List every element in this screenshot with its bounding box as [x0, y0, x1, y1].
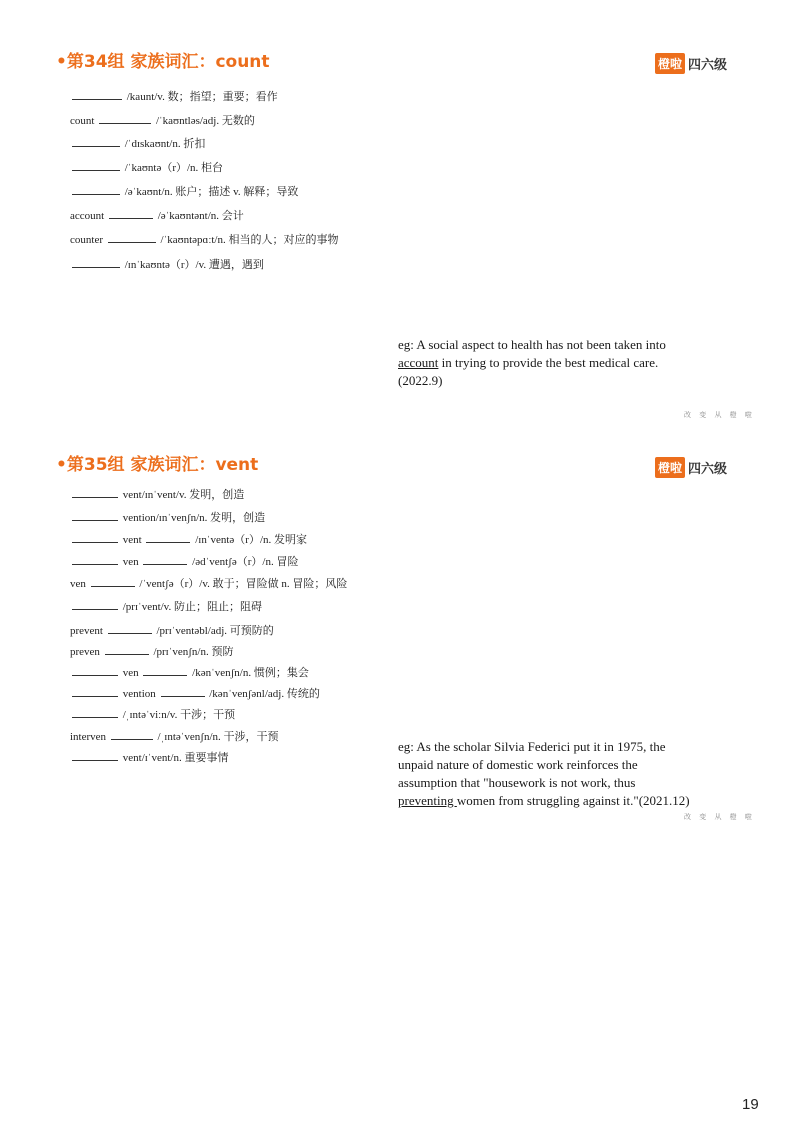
section-title: •第34组 家族词汇：count [56, 52, 270, 72]
answer-blank [72, 136, 120, 147]
example-line [398, 792, 690, 810]
example-keyword: preventing [398, 793, 457, 808]
answer-blank [143, 665, 187, 676]
vocab-row [70, 135, 205, 151]
answer-blank [72, 707, 118, 718]
answer-blank [109, 208, 153, 219]
answer-blank [72, 257, 120, 268]
vocab-gloss: /ɪnˈventə（r）/n. 发明家 [195, 534, 308, 546]
example-sentence [398, 738, 690, 810]
vocab-gloss: vention/ɪnˈvenʃn/n. 发明，创造 [122, 512, 266, 524]
vocab-mid: ven [122, 667, 139, 679]
vocab-gloss: /ˈkaʊntə（r）/n. 柜台 [124, 162, 224, 174]
vocab-row [70, 159, 223, 175]
vocab-gloss: /əˈkaʊnt/n. 账户；描述 v. 解释；导致 [124, 186, 299, 198]
example-line: assumption that "housework is not work, thus [398, 775, 636, 790]
footer-slogan: 改 变 从 橙 啦 [684, 411, 755, 419]
answer-blank [146, 532, 190, 543]
answer-blank [72, 686, 118, 697]
vocab-row [70, 231, 338, 247]
vocab-row [70, 486, 244, 502]
footer-slogan: 改 变 从 橙 啦 [684, 813, 755, 821]
vocab-row [70, 553, 298, 569]
vocab-gloss: /ədˈventʃə（r）/n. 冒险 [192, 556, 299, 568]
vocab-row [70, 112, 255, 128]
answer-blank [91, 576, 135, 587]
vocab-row [70, 706, 235, 722]
vocab-row [70, 88, 278, 104]
example-source: (2022.9) [398, 373, 443, 388]
section-title: •第35组 家族词汇：vent [56, 455, 259, 475]
vocab-gloss: /prɪˈvenʃn/n. 预防 [153, 646, 234, 658]
vocab-mid: ven [122, 556, 139, 568]
vocab-row [70, 643, 233, 659]
vocab-gloss: /kaunt/v. 数；指望；重要；看作 [126, 91, 278, 103]
example-line: eg: A social aspect to health has not been taken into [398, 337, 666, 352]
example-line: eg: As the scholar Silvia Federici put it in 1975, the [398, 739, 666, 754]
answer-blank [72, 487, 118, 498]
vocab-row [70, 598, 262, 614]
answer-blank [111, 729, 153, 740]
answer-blank [72, 510, 118, 521]
example-text: women from struggling against it."(2021.12) [456, 793, 690, 808]
vocab-gloss: /ˌɪntəˈviːn/v. 干涉；干预 [122, 709, 236, 721]
answer-blank [72, 554, 118, 565]
vocab-prefix: counter [70, 234, 103, 246]
vocab-gloss: /əˈkaʊntənt/n. 会计 [157, 210, 244, 222]
vocab-gloss: /ˈventʃə（r）/v. 敢于；冒险做 n. 冒险；风险 [139, 578, 348, 590]
answer-blank [108, 232, 156, 243]
vocab-prefix: count [70, 115, 95, 127]
vocab-row [70, 622, 274, 638]
vocab-gloss: /ˈdɪskaʊnt/n. 折扣 [124, 138, 206, 150]
vocab-gloss: /ˈkaʊntləs/adj. 无数的 [155, 115, 255, 127]
vocab-gloss: vent/ɪnˈvent/v. 发明，创造 [122, 489, 245, 501]
answer-blank [72, 599, 118, 610]
answer-blank [72, 184, 120, 195]
vocab-gloss: /kənˈvenʃn/n. 惯例；集会 [192, 667, 309, 679]
example-sentence [398, 336, 666, 390]
answer-blank [72, 532, 118, 543]
brand-logo [655, 53, 727, 74]
answer-blank [105, 644, 149, 655]
vocab-prefix: account [70, 210, 105, 222]
answer-blank [72, 665, 118, 676]
vocab-row [70, 685, 320, 701]
vocab-row [70, 749, 228, 765]
example-text: in trying to provide the best medical care. [438, 355, 659, 370]
vocab-gloss: /kənˈvenʃənl/adj. 传统的 [209, 688, 320, 700]
brand-text: 四六级 [688, 58, 728, 73]
page-number: 19 [742, 1096, 759, 1113]
vocab-gloss: /prɪˈvent/v. 防止；阻止；阻碍 [122, 601, 262, 613]
answer-blank [161, 686, 205, 697]
answer-blank [72, 89, 122, 100]
example-line: unpaid nature of domestic work reinforces the [398, 757, 638, 772]
vocab-row [70, 664, 309, 680]
brand-logo [655, 457, 727, 478]
vocab-gloss: /ɪnˈkaʊntə（r）/v. 遭遇，遇到 [124, 259, 264, 271]
brand-text: 四六级 [688, 462, 728, 477]
vocab-gloss: /ˈkaʊntəpɑːt/n. 相当的人；对应的事物 [160, 234, 339, 246]
vocab-mid: vent [122, 534, 142, 546]
vocab-prefix: preven [70, 646, 100, 658]
vocab-row [70, 728, 279, 744]
answer-blank [108, 623, 152, 634]
vocab-prefix: ven [70, 578, 86, 590]
answer-blank [143, 554, 187, 565]
vocab-gloss: vent/ɪˈvent/n. 重要事情 [122, 752, 229, 764]
vocab-mid: vention [122, 688, 156, 700]
brand-box: 橙啦 [655, 53, 685, 74]
vocab-row [70, 256, 264, 272]
answer-blank [99, 113, 151, 124]
vocab-row [70, 207, 244, 223]
vocab-gloss: /prɪˈventəbl/adj. 可预防的 [156, 625, 274, 637]
vocab-prefix: interven [70, 731, 107, 743]
vocab-row [70, 509, 265, 525]
answer-blank [72, 160, 120, 171]
example-keyword: account [398, 355, 439, 370]
vocab-row [70, 183, 298, 199]
vocab-row [70, 575, 347, 591]
vocab-gloss: /ˌɪntəˈvenʃn/n. 干涉，干预 [157, 731, 279, 743]
vocab-prefix: prevent [70, 625, 103, 637]
answer-blank [72, 750, 118, 761]
vocab-row [70, 531, 307, 547]
brand-box: 橙啦 [655, 457, 685, 478]
example-line [398, 354, 666, 372]
